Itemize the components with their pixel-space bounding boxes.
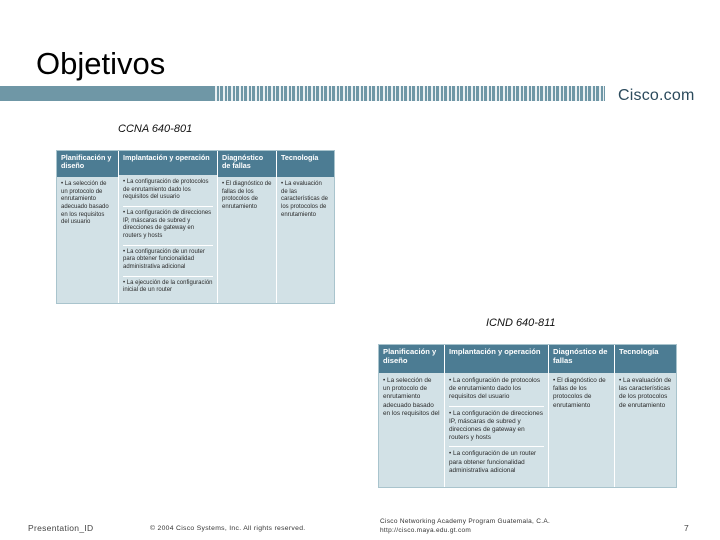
ccna-column-body (57, 177, 118, 303)
ccna-column-technology (277, 151, 334, 303)
objective-item: • La ejecución de la configuración inicial de un router (123, 276, 213, 295)
icnd-objectives-table (378, 344, 677, 488)
barcode-stripe-decoration (215, 86, 605, 101)
ccna-column-header: Diagnóstico de fallas (218, 151, 276, 177)
icnd-column-body (615, 373, 676, 487)
ccna-caption: CCNA 640-801 (118, 123, 193, 135)
icnd-column-body (445, 373, 548, 487)
icnd-column-header: Diagnóstico de fallas (549, 345, 614, 373)
objective-item: • La configuración de un router para obtener funcionalidad administrativa adicional (123, 245, 213, 272)
icnd-column-header: Tecnología (615, 345, 676, 373)
ccna-column-body (119, 175, 217, 303)
objective-item: • La configuración de protocolos de enrutamiento dado los requisitos del usuario (449, 377, 541, 401)
ccna-objectives-table (56, 150, 335, 304)
academy-name: Cisco Networking Academy Program Guatemala, C.A. (380, 518, 551, 525)
academy-info (380, 517, 550, 536)
copyright-notice: © 2004 Cisco Systems, Inc. All rights reserved. (150, 525, 306, 532)
objective-item: • La configuración de direcciones IP, máscaras de subred y direcciones de gateway en routers y hosts (123, 206, 213, 241)
icnd-column-implementation (445, 345, 549, 487)
icnd-column-body (379, 373, 444, 487)
icnd-column-header: Implantación y operación (445, 345, 548, 373)
cisco-logo: Cisco.com (618, 87, 695, 104)
ccna-column-body (218, 177, 276, 303)
objective-item: • La evaluación de las características de los protocolos de enrutamiento (619, 377, 672, 409)
objective-item: • El diagnóstico de fallas de los protocolos de enrutamiento (553, 377, 606, 409)
ccna-column-planning (57, 151, 119, 303)
slide-title: Objetivos (36, 46, 166, 81)
header-bar (0, 86, 720, 101)
ccna-column-header: Planificación y diseño (57, 151, 118, 177)
ccna-column-implementation (119, 151, 218, 303)
ccna-column-troubleshooting (218, 151, 277, 303)
academy-url: http://cisco.maya.edu.gt.com (380, 527, 472, 535)
icnd-column-header: Planificación y diseño (379, 345, 444, 373)
icnd-column-troubleshooting (549, 345, 615, 487)
objective-item: • La selección de un protocolo de enrutamiento adecuado basado en los requisitos del usuario (61, 181, 109, 226)
page-number: 7 (684, 523, 690, 533)
objective-item: • La evaluación de las características de los protocolos de enrutamiento (281, 181, 329, 218)
icnd-column-body (549, 373, 614, 487)
ccna-column-header: Implantación y operación (119, 151, 217, 175)
icnd-caption: ICND 640-811 (486, 317, 556, 329)
objective-item: • La configuración de protocolos de enrutamiento dado los requisitos del usuario (123, 178, 209, 201)
presentation-id: Presentation_ID (28, 523, 94, 533)
icnd-column-planning (379, 345, 445, 487)
objective-item: • La selección de un protocolo de enrutamiento adecuado basado en los requisitos del (383, 377, 440, 417)
objective-item: • El diagnóstico de fallas de los protocolos de enrutamiento (222, 181, 272, 211)
objective-item: • La configuración de direcciones IP, máscaras de subred y direcciones de gateway en routers y hosts (449, 406, 544, 443)
objective-item: • La configuración de un router para obtener funcionalidad administrativa adicional (449, 446, 544, 475)
ccna-column-body (277, 177, 334, 303)
ccna-column-header: Tecnología (277, 151, 334, 177)
icnd-column-technology (615, 345, 676, 487)
